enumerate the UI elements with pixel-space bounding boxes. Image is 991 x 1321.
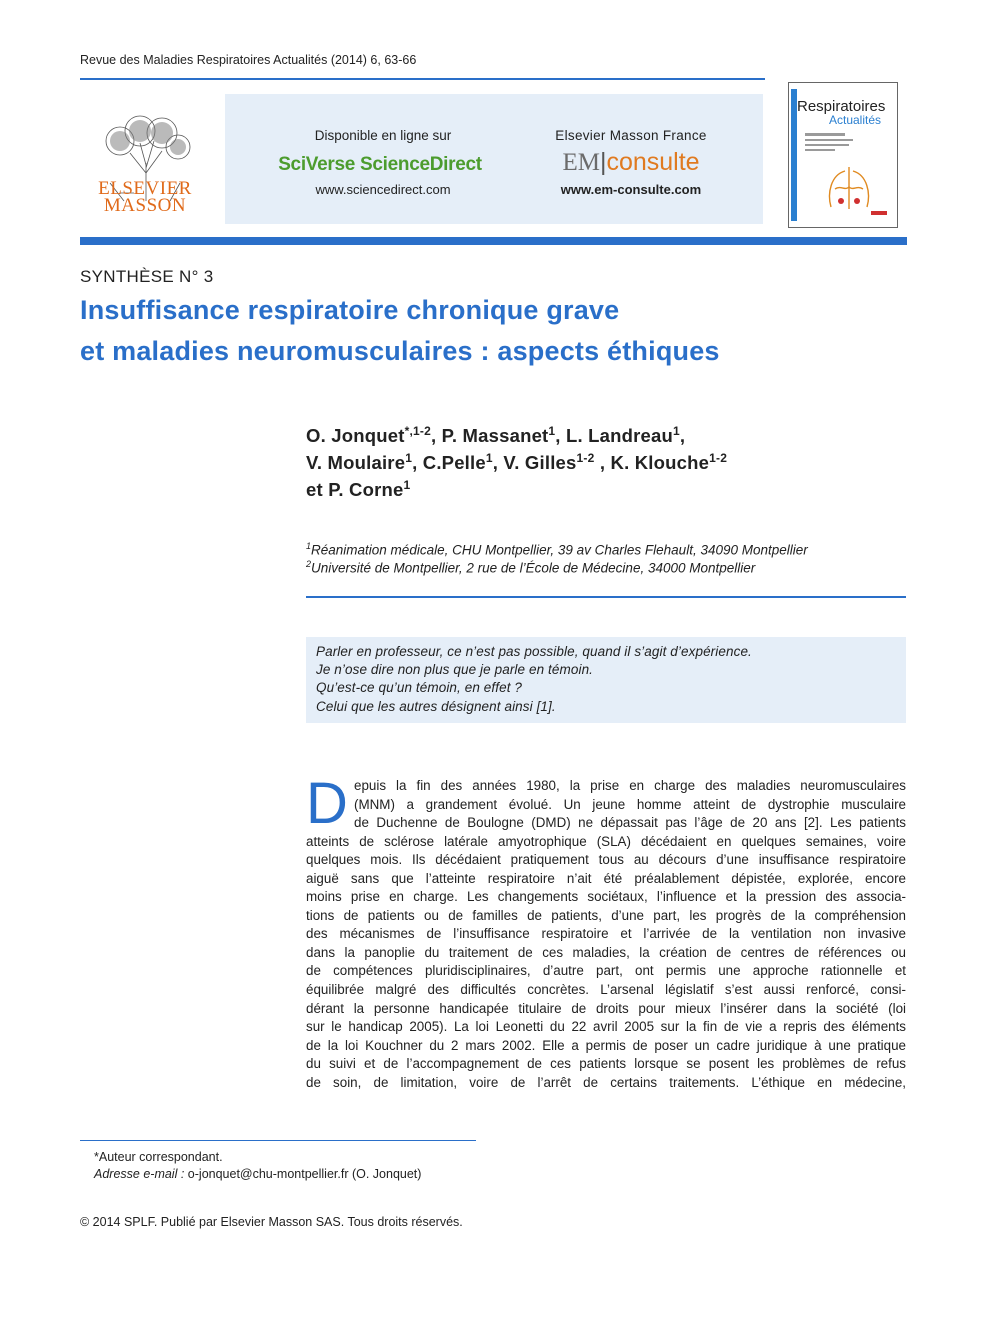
body-text-line: aiguë sans que l’atteinte respiratoire n’ait été préalablement dépistée, explorée, encore [306,870,906,886]
epigraph-line: Je n’ose dire non plus que je parle en témoin. [316,662,594,677]
authors-line-3: et P. Corne$^1$ [306,478,411,501]
sciencedirect-logo[interactable]: SciVerse ScienceDirect [278,154,482,175]
email-label: Adresse e-mail : [94,1167,185,1181]
cover-figure [801,131,893,221]
footnote-rule [80,1140,476,1141]
body-text-line: dérant la personne handicapée titulaire de droits pour mieux l’insérer dans la société (loi [306,1000,906,1016]
body-text-line: epuis la fin des années 1980, la prise en charge des maladies neuromusculaires [354,778,906,793]
body-text-line: du suivi et de l’accompagnement de ces patients lorsque se posent les problèmes de refus [306,1056,906,1072]
logo-word-elsevier: ELSEVIER [98,178,192,199]
em-logo-divider: | [599,148,607,176]
article-title-line-2: et maladies neuromusculaires : aspects éthiques [80,336,720,366]
em-consulte-logo[interactable] [540,148,722,177]
corresponding-author-note: *Auteur correspondant. [94,1150,223,1164]
body-text-line: (MNM) a grandement évolué. Un jeune homme atteint de dystrophie musculaire [354,796,906,812]
article-body [306,771,906,1092]
body-text-line: de Duchenne de Boulogne (DMD) ne dépassait pas l’âge de 20 ans [2]. Les patients [354,815,906,831]
em-logo-em: EM [562,149,600,176]
elsevier-masson-wordmark [80,180,210,214]
cover-title: Respiratoires [797,98,886,115]
journal-reference: Revue des Maladies Respiratoires Actualités (2014) 6, 63-66 [80,53,417,67]
body-text-line: tions de patients ou de familles de patients, d’une part, les progrès de la compréhension [306,907,906,923]
logo-word-masson: MASSON [103,195,187,216]
body-text-line: atteints de sclérose latérale amyotrophique (SLA) décédaient en quelques semaines, voire [306,833,906,849]
article-section-label: SYNTHÈSE N° 3 [80,267,214,286]
cover-subtitle: Actualités [829,113,882,127]
available-online-label: Disponible en ligne sur [314,128,452,143]
header-blue-bar [80,237,907,245]
drop-cap: D [306,771,348,836]
sciencedirect-url[interactable]: www.sciencedirect.com [315,182,451,197]
copyright-notice: © 2014 SPLF. Publié par Elsevier Masson SAS. Tous droits réservés. [80,1215,463,1229]
body-text-line: dans la panoplie du traitement de ces maladies, la création de centres de références ou [306,944,906,960]
header-rule [80,78,765,80]
authors-line-1: O. Jonquet$^{*,1-2}$, P. Massanet$^1$, L. Landreau$^1$, [306,424,686,447]
affiliation-rule [306,596,906,598]
journal-cover-thumbnail [788,82,898,228]
body-text-line: des mécanismes de l’insuffisance respiratoire et l’arrivée de la ventilation non invasive [306,926,906,942]
epigraph-line: Celui que les autres désignent ainsi [1]. [316,699,556,714]
em-consulte-url[interactable]: www.em-consulte.com [560,182,702,197]
body-text-line: équilibrée malgré des difficultés concrètes. L’arsenal législatif s’est aussi renforcé, consi- [306,982,906,998]
elsevier-masson-france-label: Elsevier Masson France [555,128,707,143]
body-text-line: sur le handicap 2005). La loi Leonetti du 22 avril 2005 sur la fin de vie a repris des éléments [306,1019,906,1035]
affiliation-1 [306,541,808,558]
article-title-line-1: Insuffisance respiratoire chronique grave [80,295,620,325]
affiliation-marker: 1 [306,541,312,551]
email-note [94,1167,421,1181]
epigraph-line: Parler en professeur, ce n’est pas possible, quand il s’agit d’expérience. [316,644,752,659]
body-text-line: moins prise en charge. Les changements sociétaux, l’influence et la pression des associa- [306,889,906,905]
body-text-line: de soin, de limitation, voire de l’arrêt de certains traitements. L’éthique en médecine, [306,1074,906,1090]
body-text-line: de compétences pluridisciplinaires, d’autre part, ont permis une approche rationnelle et [306,963,906,979]
affiliation-1-text: Réanimation médicale, CHU Montpellier, 39 av Charles Flehault, 34090 Montpellier [311,542,808,558]
affiliation-marker: 2 [306,559,312,569]
body-text-line: quelques mois. Ils décédaient pratiquement tous au décours d’une insuffisance respiratoire [306,852,906,868]
affiliation-2 [306,559,755,576]
affiliation-2-text: Université de Montpellier, 2 rue de l’École de Médecine, 34000 Montpellier [311,560,756,576]
em-logo-consulte: consulte [606,148,700,176]
email-address[interactable]: o-jonquet@chu-montpellier.fr (O. Jonquet) [187,1167,422,1181]
epigraph-line: Qu’est-ce qu’un témoin, en effet ? [316,680,523,695]
body-text-line: de la loi Kouchner du 2 mars 2002. Elle a permis de poser un cadre juridique à une pratique [306,1037,906,1053]
authors-line-2: V. Moulaire$^1$, C.Pelle$^1$, V. Gilles$^{1-2}$ , K. Klouche$^{1-2}$ [306,451,728,474]
